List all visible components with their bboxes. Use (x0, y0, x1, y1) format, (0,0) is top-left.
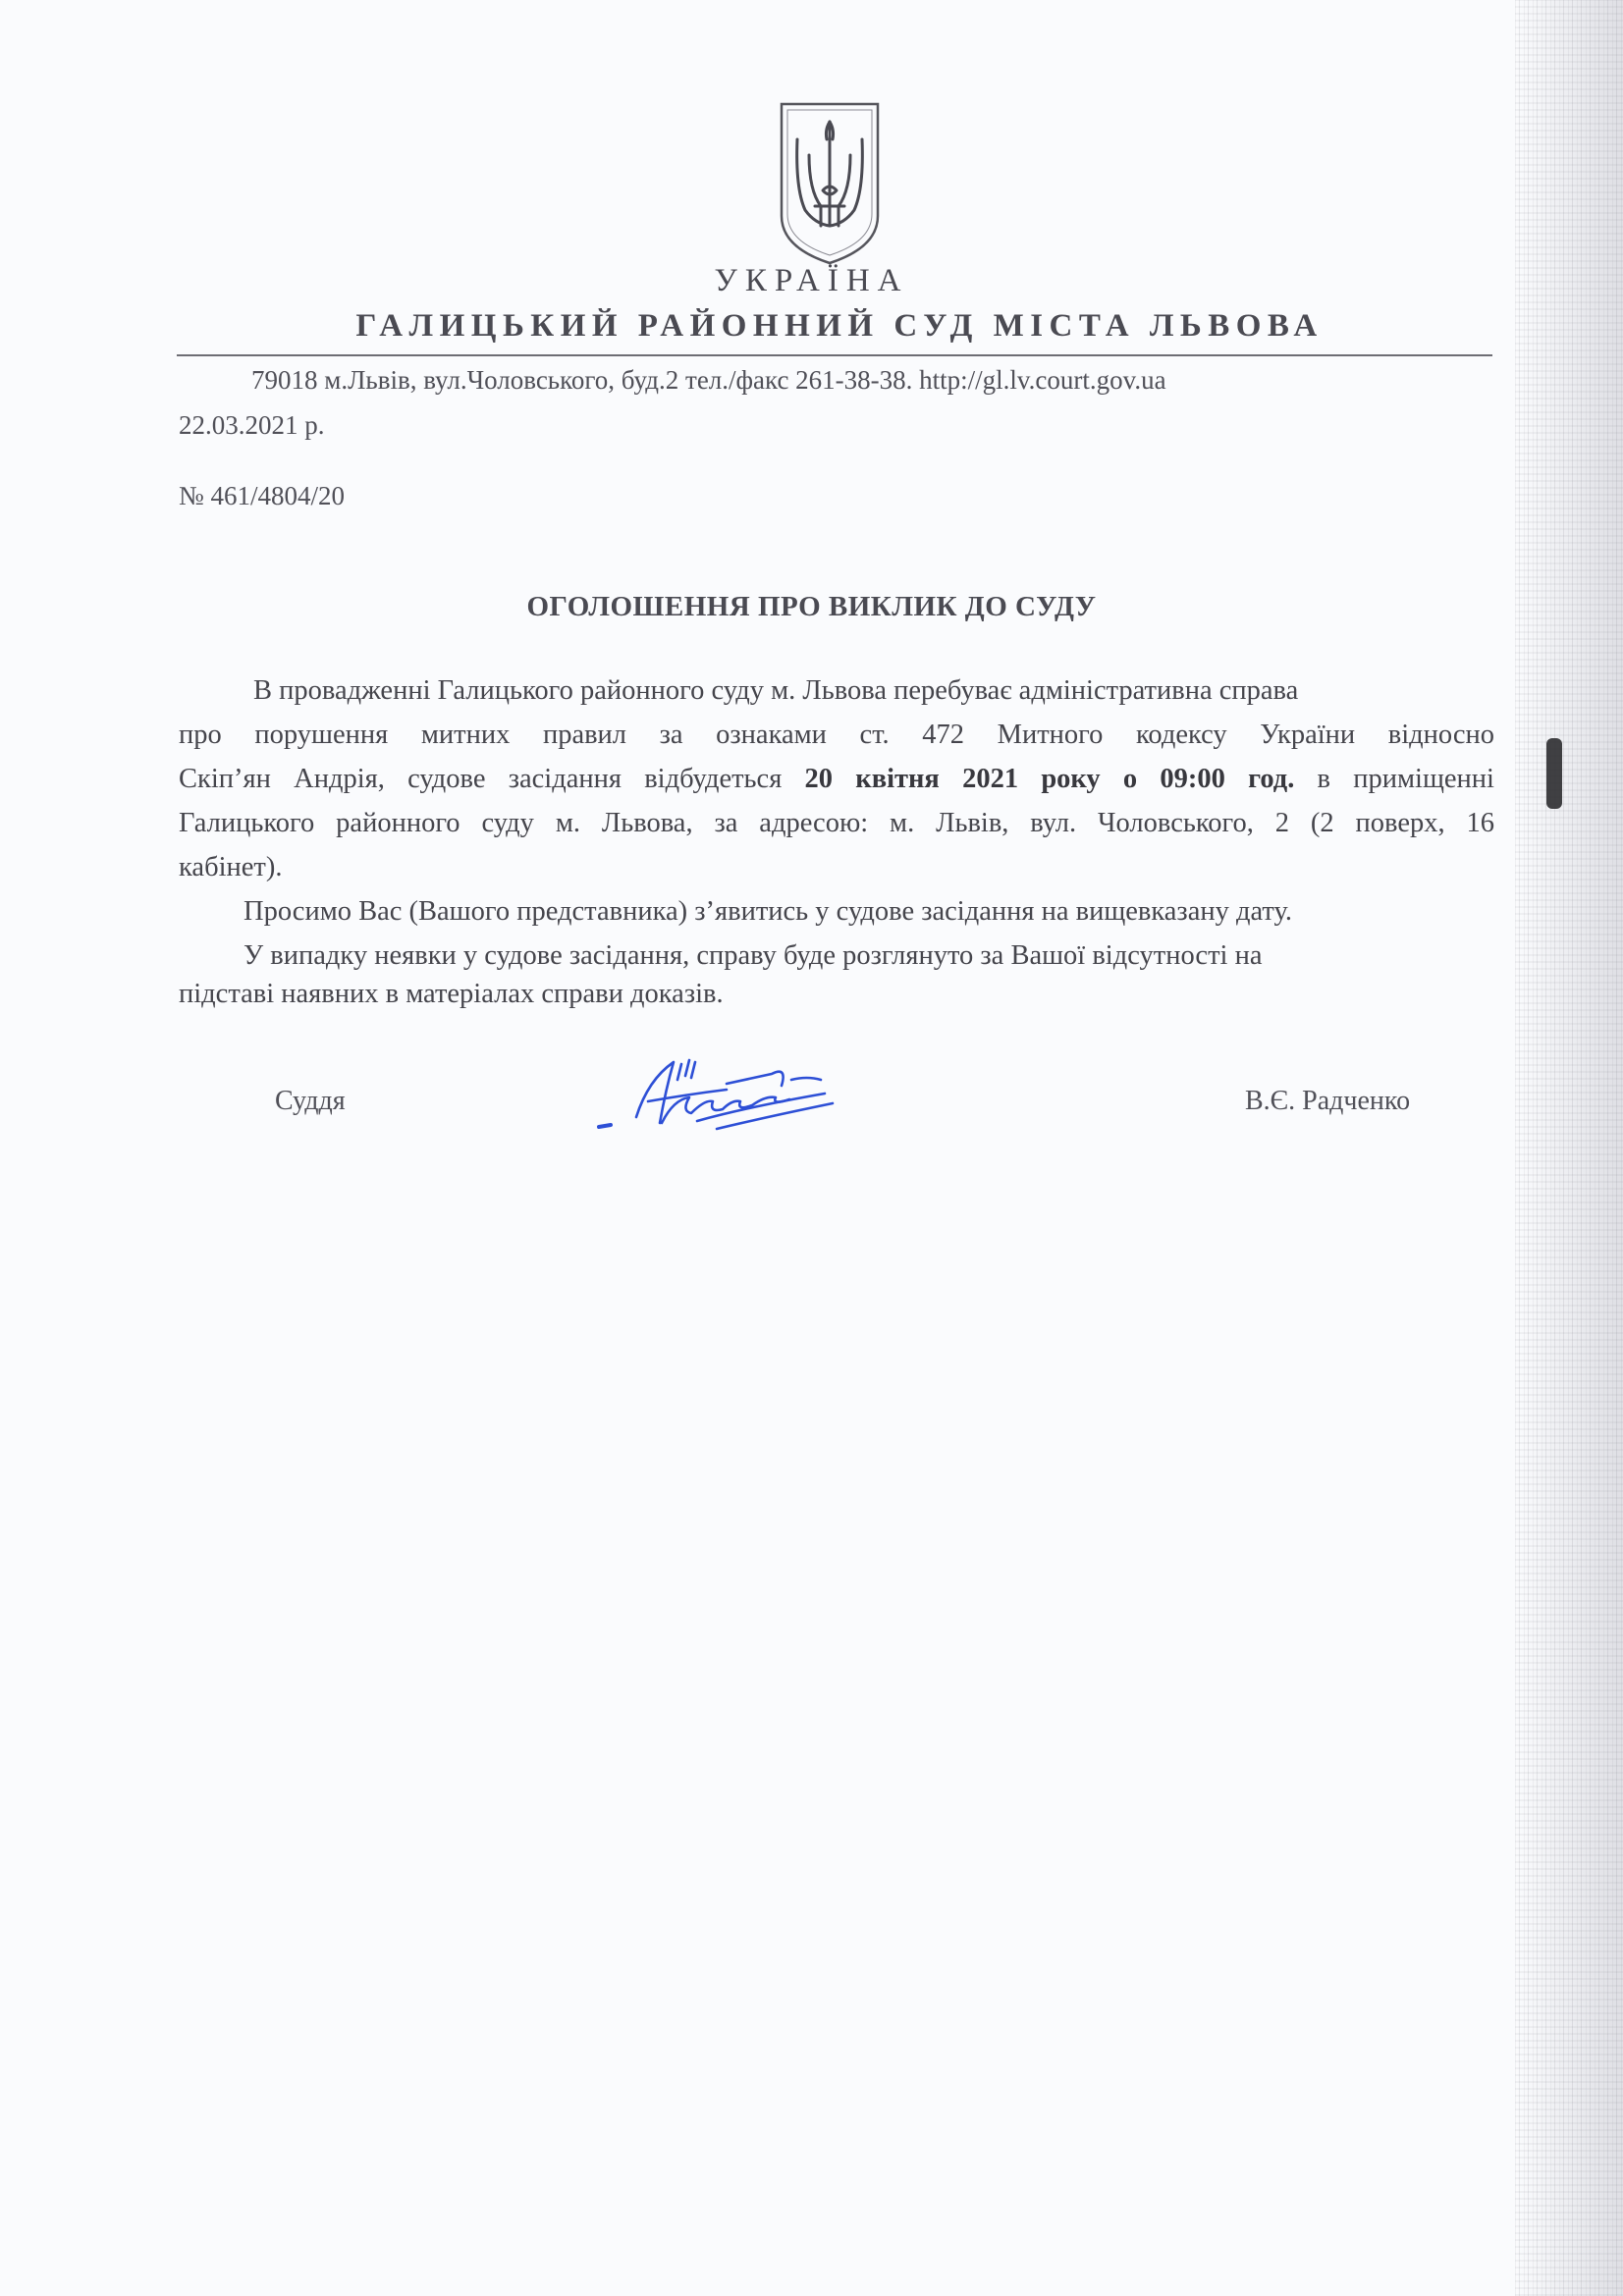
notice-paragraph-line: про порушення митних правил за ознаками ст. 472 Митного кодексу України відносно (179, 720, 1494, 750)
notice-paragraph-line: Галицького районного суду м. Львова, за адресою: м. Львів, вул. Чоловського, 2 (2 поверх, 16 (179, 808, 1494, 838)
notice-paragraph-line: У випадку неявки у судове засідання, справу буде розглянуто за Вашої відсутності на (243, 940, 1263, 971)
scan-edge-noise (1515, 0, 1623, 2296)
coat-of-arms-icon (776, 100, 884, 267)
court-name: ГАЛИЦЬКИЙ РАЙОННИЙ СУД МІСТА ЛЬВОВА (355, 308, 1324, 344)
hearing-datetime: 20 квітня 2021 року о 09:00 год. (804, 764, 1295, 794)
signature-icon (579, 1041, 874, 1148)
notice-paragraph-line: В провадженні Галицького районного суду м. Львова перебуває адміністративна справа (253, 675, 1299, 706)
notice-paragraph-line: Просимо Вас (Вашого представника) з’явитись у судове засідання на вищевказану дату. (243, 896, 1292, 927)
document-date: 22.03.2021 р. (179, 410, 325, 440)
notice-paragraph-line (179, 764, 1494, 795)
judge-label: Суддя (275, 1086, 346, 1116)
notice-text: в приміщенні (1294, 764, 1494, 794)
judge-name: В.Є. Радченко (1245, 1086, 1411, 1116)
case-number: № 461/4804/20 (179, 481, 346, 510)
notice-paragraph-line: кабінет). (179, 852, 283, 882)
notice-paragraph-line: підставі наявних в матеріалах справи доказів. (179, 979, 724, 1009)
court-address: 79018 м.Львів, вул.Чоловського, буд.2 тел./факс 261-38-38. http://gl.lv.court.gov.ua (251, 365, 1166, 395)
scan-blot (1546, 738, 1562, 809)
notice-text: Скіп’ян Андрія, судове засідання відбудеться (179, 764, 805, 794)
country-name: УКРАЇНА (714, 263, 909, 298)
notice-title: ОГОЛОШЕННЯ ПРО ВИКЛИК ДО СУДУ (526, 591, 1097, 622)
header-divider (177, 354, 1492, 356)
